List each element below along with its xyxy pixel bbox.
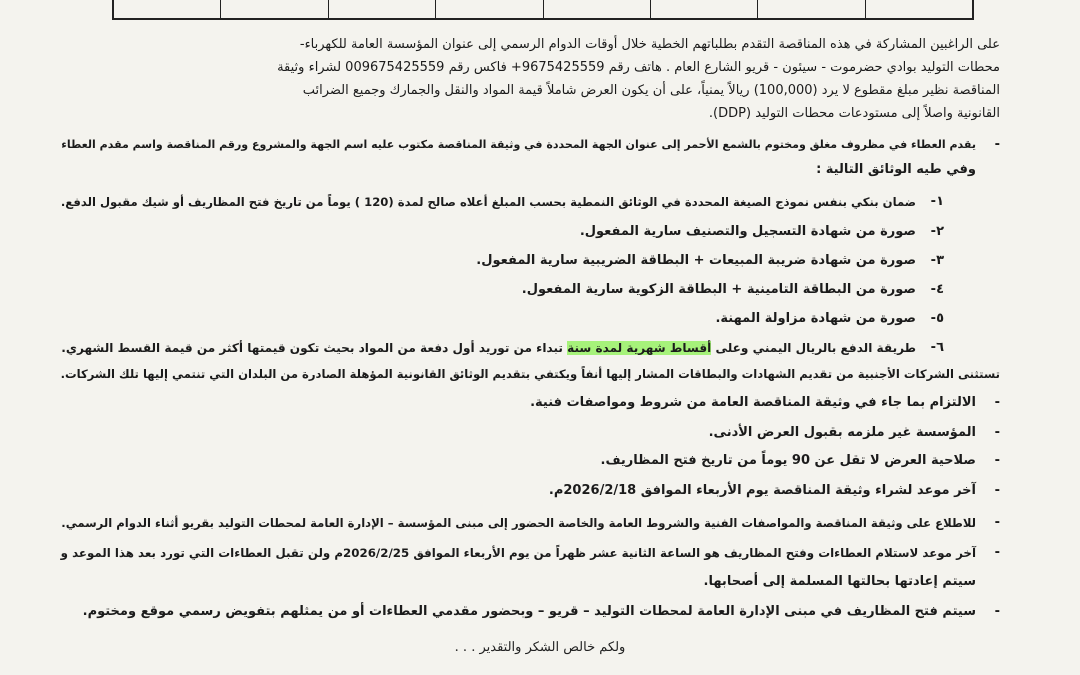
item-6-after: تبداء من توريد أول دفعة من المواد بحيث تكون قيمتها أكثر من قيمة القسط الشهري. [61, 341, 568, 355]
item-text: صورة من شهادة مزاولة المهنة. [715, 311, 916, 326]
bullet-text: آخر موعد لشراء وثيقة المناقصة يوم الأربعاء الموافق 2026/2/18م. [548, 483, 976, 498]
bullet-marker: - [994, 453, 1000, 468]
foreign-exception: تستثنى الشركات الأجنبية من تقديم الشهادات والبطاقات المشار إليها أنفاً ويكتفي بتقديم الوثائق القانونية المؤهلة الصادرة من البلدان التي تنتمي إليها تلك الشركات. [60, 367, 1000, 381]
intro-line-2: محطات التوليد بوادي حضرموت - سيئون - قريو الشارع العام . هاتف رقم 9675425559+ فاكس رقم 009675425559 لشراء وثيقة [277, 60, 1000, 75]
deadline-line-2: سيتم إعادتها بحالتها المسلمة إلى أصحابها. [703, 574, 976, 589]
intro-line-4: القانونية واصلاً إلى مستودعات محطات التوليد (DDP). [708, 106, 1000, 121]
item-6-text [61, 340, 916, 356]
table-cell [220, 0, 327, 18]
deadline-marker: - [994, 545, 1000, 560]
bullet-marker: - [994, 425, 1000, 440]
item-text: صورة من شهادة التسجيل والتصنيف سارية المفعول. [579, 224, 916, 239]
table-cell [543, 0, 650, 18]
table-cell [650, 0, 757, 18]
item-text: صورة من البطاقة التامينية + البطاقة الزكوية سارية المفعول. [521, 282, 916, 297]
table-cell [757, 0, 864, 18]
item-text: ضمان بنكي بنفس نموذج الصيغة المحددة في الوثائق النمطية بحسب المبلغ أعلاه صالح لمدة (120 ) يوماً من تاريخ فتح المظاريف أو شيك مقبول الدفع. [60, 195, 916, 209]
opening-marker: - [994, 604, 1000, 619]
submission-bullet-marker: - [994, 137, 1000, 152]
item-text: صورة من شهادة ضريبة المبيعات + البطاقة الضريبية سارية المفعول. [476, 253, 916, 268]
submission-line-1: يقدم العطاء في مظروف مغلق ومختوم بالشمع الأحمر إلى عنوان الجهة المحددة في وثيقة المناقصة مكتوب عليه اسم الجهة والمشروع ورقم المناقصة واسم مقدم العطاء [61, 138, 976, 151]
bullet-text: صلاحية العرض لا تقل عن 90 يوماً من تاريخ فتح المظاريف. [600, 453, 976, 468]
item-number: ٣- [930, 253, 944, 268]
item-6-before: طريقة الدفع بالريال اليمني وعلى [711, 341, 916, 355]
bullet-marker: - [994, 395, 1000, 410]
table-cell [435, 0, 542, 18]
item-number: ١- [930, 194, 944, 209]
submission-line-2: وفي طيه الوثائق التالية : [816, 162, 976, 177]
bullet-marker: - [994, 515, 1000, 530]
table-cell [114, 0, 220, 18]
table-cell [865, 0, 972, 18]
opening-text: سيتم فتح المظاريف في مبنى الإدارة العامة لمحطات التوليد – قريو – وبحضور مقدمي العطاءات أو من يمثلهم بتفويض رسمي موقع ومختوم. [82, 604, 976, 619]
bullet-marker: - [994, 483, 1000, 498]
highlighted-installments: أقساط شهرية لمدة سنة [567, 341, 712, 355]
closing-remark: ولكم خالص الشكر والتقدير . . . [454, 640, 626, 655]
item-number: ٦- [930, 340, 944, 355]
deadline-line-1: آخر موعد لاستلام العطاءات وفتح المظاريف هو الساعة الثانية عشر ظهراً من يوم الأربعاء الموافق 2026/2/25م ولن تقبل العطاءات التي تورد بعد هذا الموعد و [60, 546, 976, 560]
item-number: ٥- [930, 311, 944, 326]
top-table-remnant [112, 0, 974, 20]
item-number: ٤- [930, 282, 944, 297]
item-number: ٢- [930, 224, 944, 239]
bullet-text: للاطلاع على وثيقة المناقصة والمواصفات الفنية والشروط العامة والخاصة الحضور إلى مبنى المؤسسة – الإدارة العامة لمحطات التوليد بقريو أثناء الدوام الرسمي. [61, 516, 976, 530]
intro-line-1: على الراغبين المشاركة في هذه المناقصة التقدم بطلباتهم الخطية خلال أوقات الدوام الرسمي إلى عنوان المؤسسة العامة للكهرباء- [299, 37, 1000, 52]
table-cell [328, 0, 435, 18]
intro-line-3: المناقصة نظير مبلغ مقطوع لا يرد (100,000) ريالاً يمنياً، على أن يكون العرض شاملاً قيمة المواد والنقل والجمارك وجميع الضرائب [302, 83, 1000, 98]
bullet-text: المؤسسة غير ملزمه بقبول العرض الأدنى. [708, 425, 976, 440]
bullet-text: الالتزام بما جاء في وثيقة المناقصة العامة من شروط ومواصفات فنية. [530, 395, 976, 410]
